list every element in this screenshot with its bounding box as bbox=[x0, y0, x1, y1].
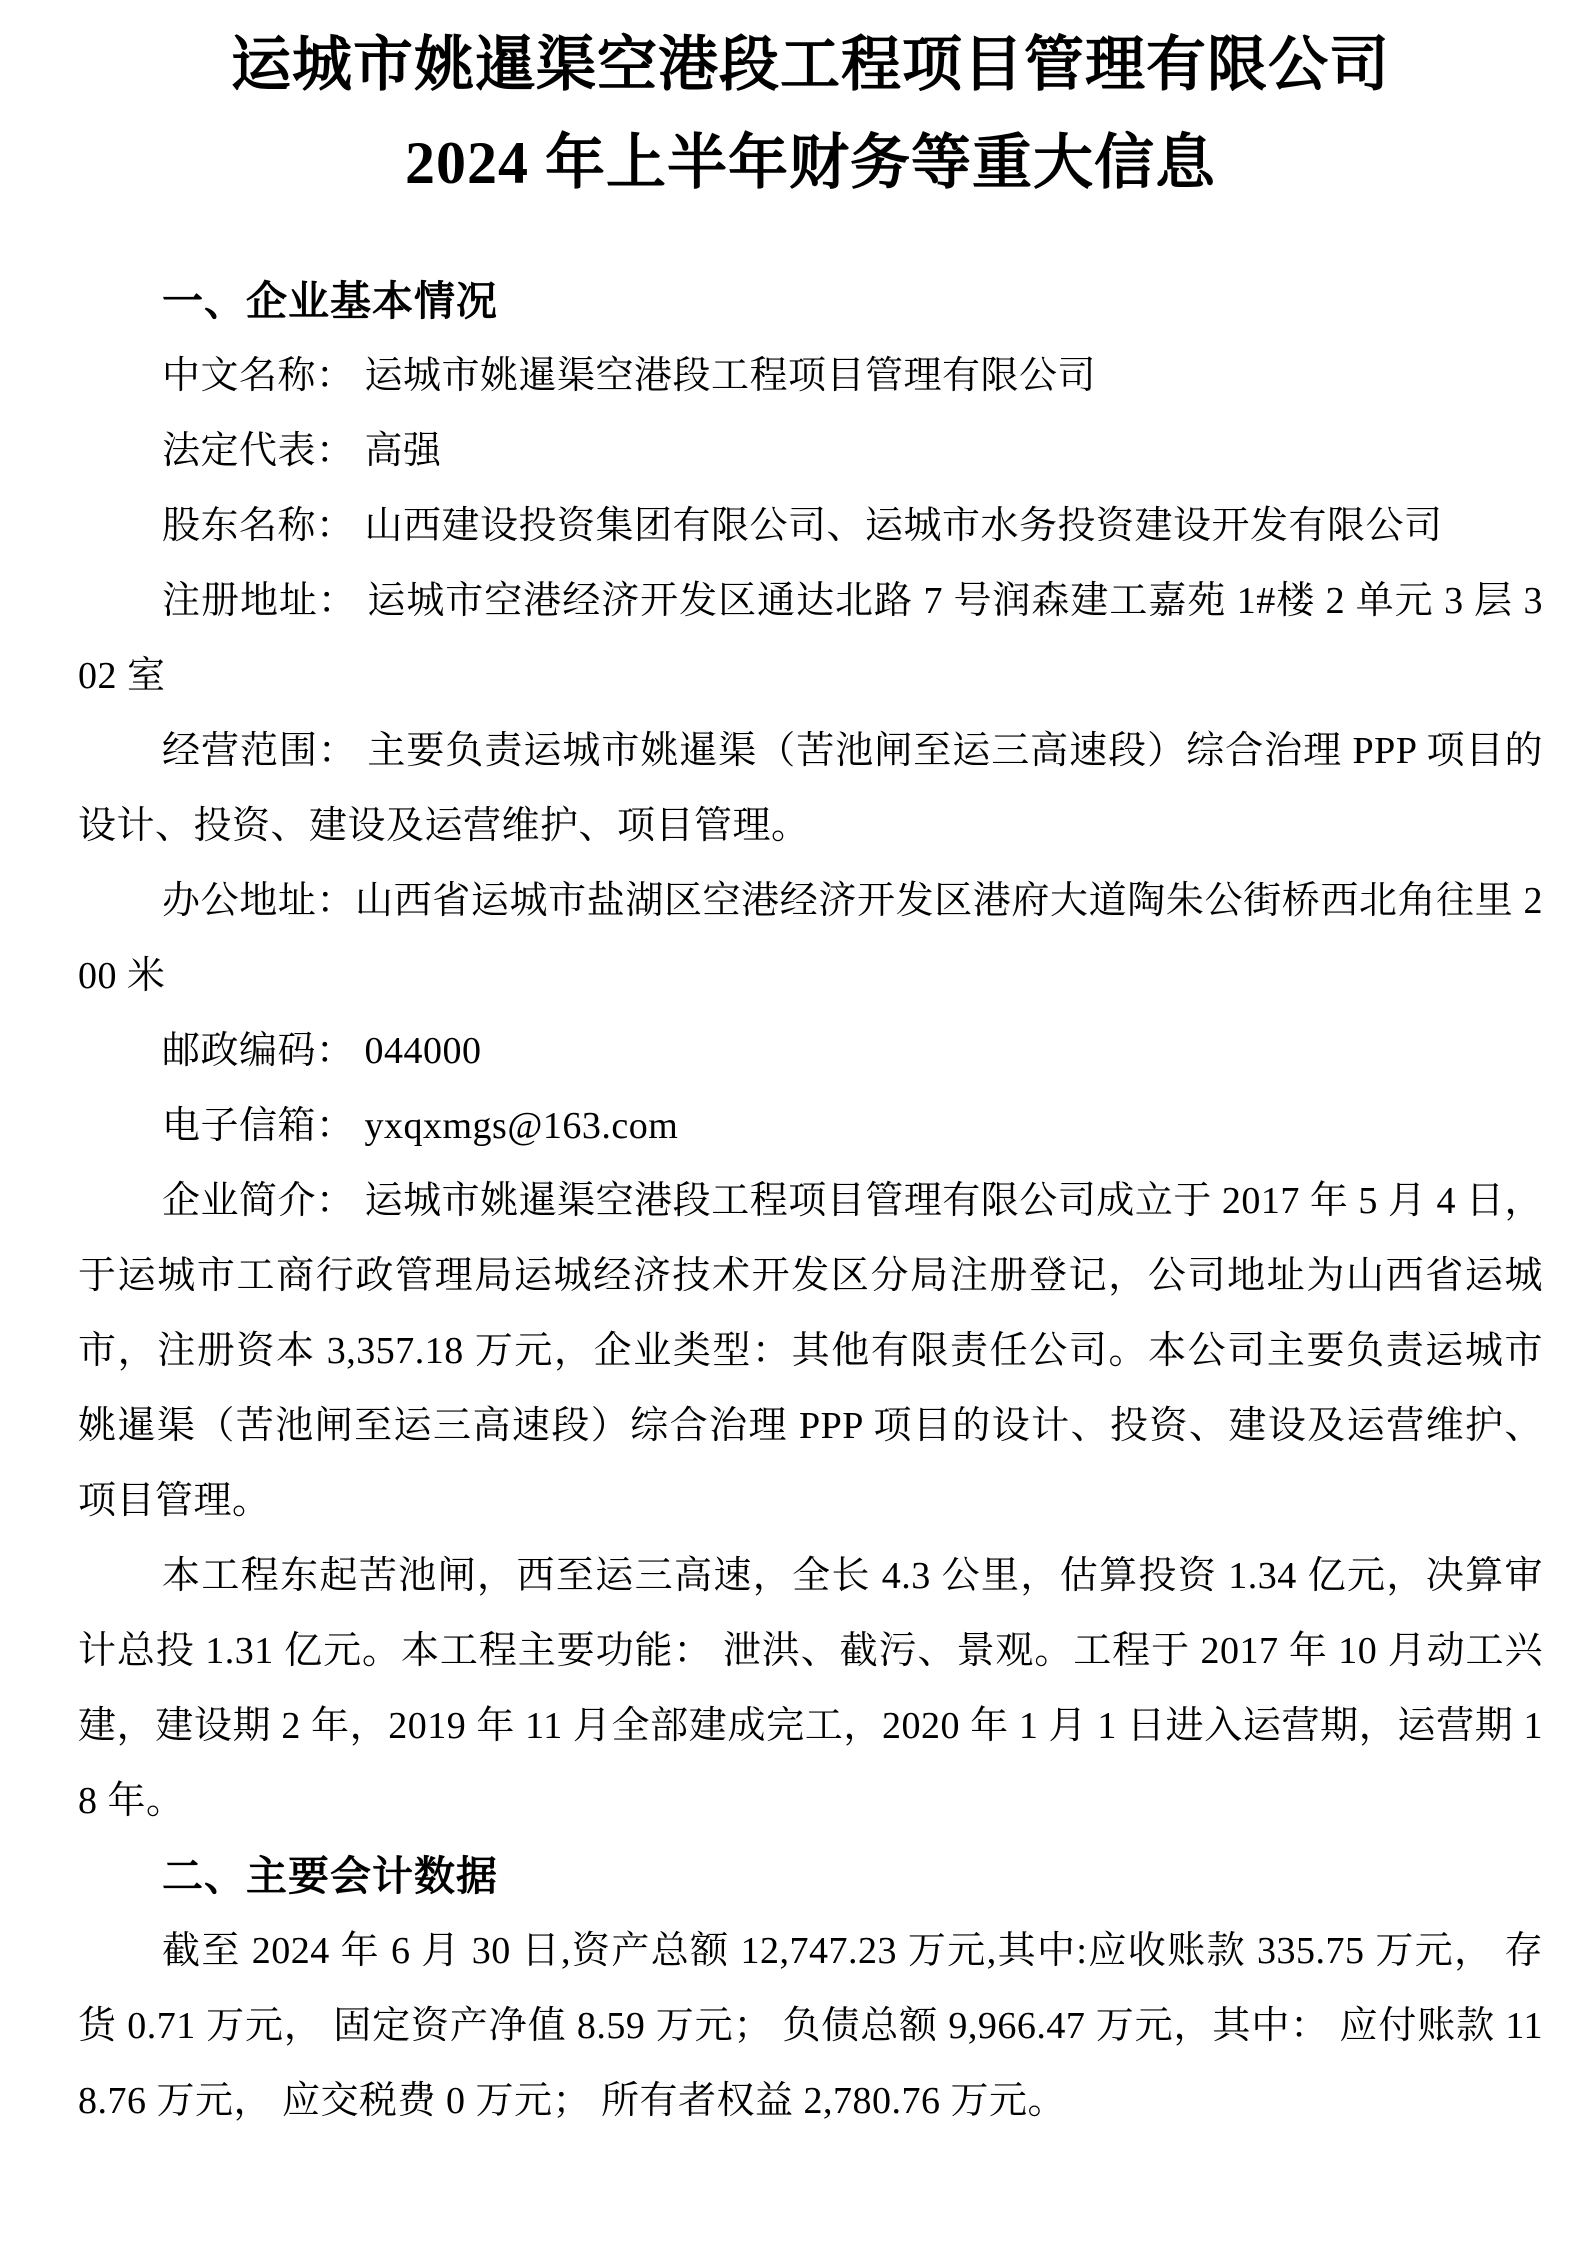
para-company-profile: 企业简介： 运城市姚暹渠空港段工程项目管理有限公司成立于 2017 年 5 月 4 日，于运城市工商行政管理局运城经济技术开发区分局注册登记，公司地址为山西省运城市，注册资本 3,357.18 万元，企业类型：其他有限责任公司。本公司主要负责运城市姚暹渠（苦池闸至运三高速段）综合治理 PPP 项目的设计、投资、建设及运营维护、项目管理。 bbox=[78, 1180, 1543, 1522]
title-line-2: 2024 年上半年财务等重大信息 bbox=[405, 130, 1216, 196]
section-2-heading: 二、主要会计数据 bbox=[162, 1852, 498, 1900]
para-project-overview: 本工程东起苦池闸，西至运三高速，全长 4.3 公里，估算投资 1.34 亿元，决算审计总投 1.31 亿元。本工程主要功能： 泄洪、截污、景观。工程于 2017 年 10 月动工兴建，建设期 2 年，2019 年 11 月全部建成完工，2020 年 1 月 1 日进入运营期，运营期 18 年。 bbox=[78, 1555, 1543, 1822]
title-line-1: 运城市姚暹渠空港段工程项目管理有限公司 bbox=[231, 32, 1390, 98]
para-postal-code: 邮政编码： 044000 bbox=[162, 1030, 482, 1072]
para-office-address: 办公地址：山西省运城市盐湖区空港经济开发区港府大道陶朱公街桥西北角往里 200 米 bbox=[78, 880, 1543, 997]
para-chinese-name: 中文名称： 运城市姚暹渠空港段工程项目管理有限公司 bbox=[162, 355, 1097, 397]
para-accounting-data: 截至 2024 年 6 月 30 日,资产总额 12,747.23 万元,其中:应收账款 335.75 万元， 存货 0.71 万元， 固定资产净值 8.59 万元； 负债总额 9,966.47 万元，其中： 应付账款 118.76 万元， 应交税费 0 万元； 所有者权益 2,780.76 万元。 bbox=[78, 1930, 1543, 2122]
document-title bbox=[78, 16, 1543, 212]
para-shareholders: 股东名称： 山西建设投资集团有限公司、运城市水务投资建设开发有限公司 bbox=[162, 505, 1443, 547]
para-business-scope: 经营范围： 主要负责运城市姚暹渠（苦池闸至运三高速段）综合治理 PPP 项目的设计、投资、建设及运营维护、项目管理。 bbox=[78, 730, 1543, 847]
para-email: 电子信箱： yxqxmgs@163.com bbox=[162, 1105, 679, 1147]
para-legal-representative: 法定代表： 高强 bbox=[162, 430, 442, 472]
para-registered-address: 注册地址： 运城市空港经济开发区通达北路 7 号润森建工嘉苑 1#楼 2 单元 3 层 302 室 bbox=[78, 580, 1543, 697]
section-1-heading: 一、企业基本情况 bbox=[162, 277, 498, 325]
